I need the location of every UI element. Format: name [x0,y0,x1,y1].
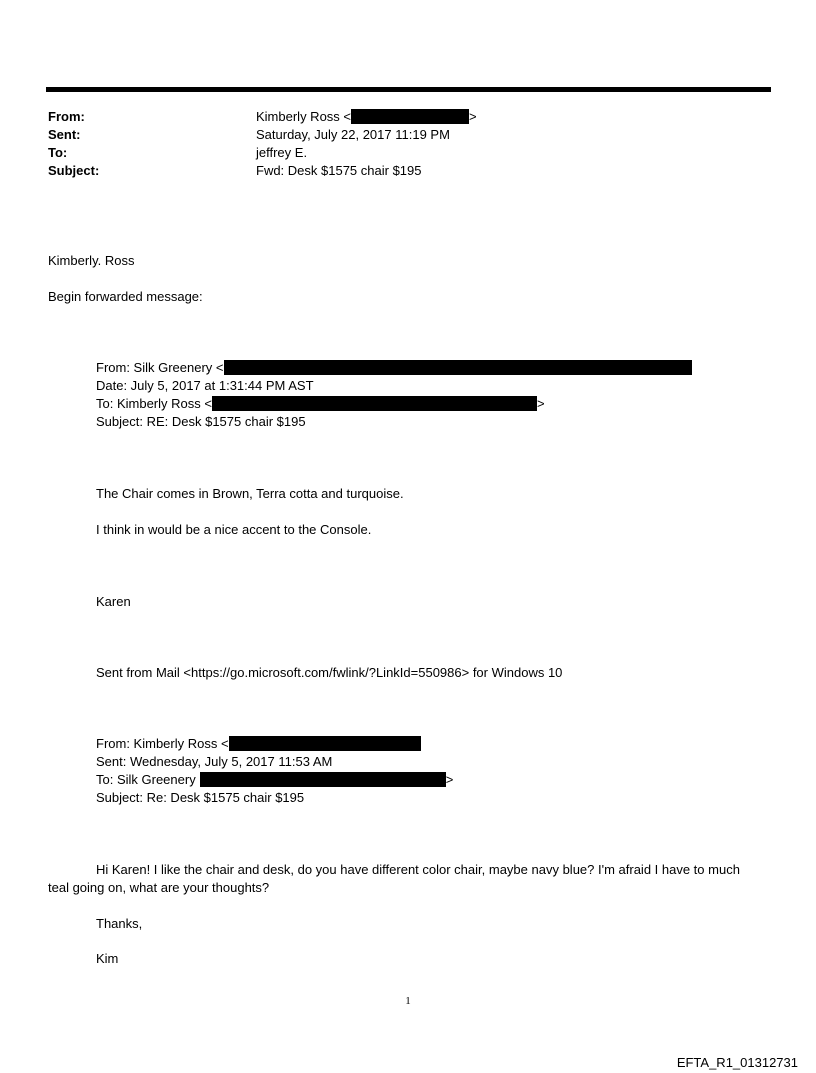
header-sent-value: Saturday, July 22, 2017 11:19 PM [256,127,450,142]
forward2-to-text: To: Silk Greenery [96,772,196,787]
header-from-text: Kimberly Ross < [256,109,351,124]
header-divider [46,87,771,92]
header-subject-label: Subject: [48,163,100,178]
forward2-to [96,771,453,789]
forward1-to-close: > [536,396,545,411]
forward1-from-text: From: Silk Greenery < [96,360,224,375]
forward1-to-text: To: Kimberly Ross < [96,396,212,411]
forward2-from [96,735,453,753]
forward1-body-line1: The Chair comes in Brown, Terra cotta and turquoise. [96,486,404,501]
forward1-to [96,395,692,413]
forward1-body-line2: I think in would be a nice accent to the Console. [96,522,372,537]
forward2-thanks: Thanks, [96,916,143,931]
forward2-from-text: From: Kimberly Ross < [96,736,229,751]
redaction-bar [229,736,421,751]
forward1-sent-from: Sent from Mail <https://go.microsoft.com/fwlink/?LinkId=550986> for Windows 10 [96,665,563,680]
forward1-signature: Karen [96,594,131,609]
forward1-subject: Subject: RE: Desk $1575 chair $195 [96,414,306,429]
header-from-label: From: [48,109,85,124]
header-to-value: jeffrey E. [256,145,308,160]
header-from-value [256,108,477,126]
header-from-close: > [469,109,477,124]
sender-signature: Kimberly. Ross [48,253,135,268]
forward2-to-close: > [445,772,454,787]
forward2-sent: Sent: Wednesday, July 5, 2017 11:53 AM [96,754,333,769]
redaction-bar [224,360,692,375]
document-id: EFTA_R1_01312731 [676,1055,798,1070]
redaction-bar [351,109,469,124]
forward2-header [96,735,453,807]
header-subject-value: Fwd: Desk $1575 chair $195 [256,163,422,178]
page-number: 1 [405,995,411,1007]
forward2-signature: Kim [96,951,119,966]
forward1-from [96,359,692,377]
forward2-subject: Subject: Re: Desk $1575 chair $195 [96,790,305,805]
redaction-bar [200,772,446,787]
forward1-header [96,359,692,431]
begin-forwarded-label: Begin forwarded message: [48,289,203,304]
forward2-body: Hi Karen! I like the chair and desk, do you have different color chair, maybe navy blue? I'm afraid I have to much teal going on, what are your thoughts? [48,862,740,895]
header-to-label: To: [48,145,68,160]
redaction-bar [212,396,537,411]
header-sent-label: Sent: [48,127,81,142]
forward1-date: Date: July 5, 2017 at 1:31:44 PM AST [96,378,314,393]
